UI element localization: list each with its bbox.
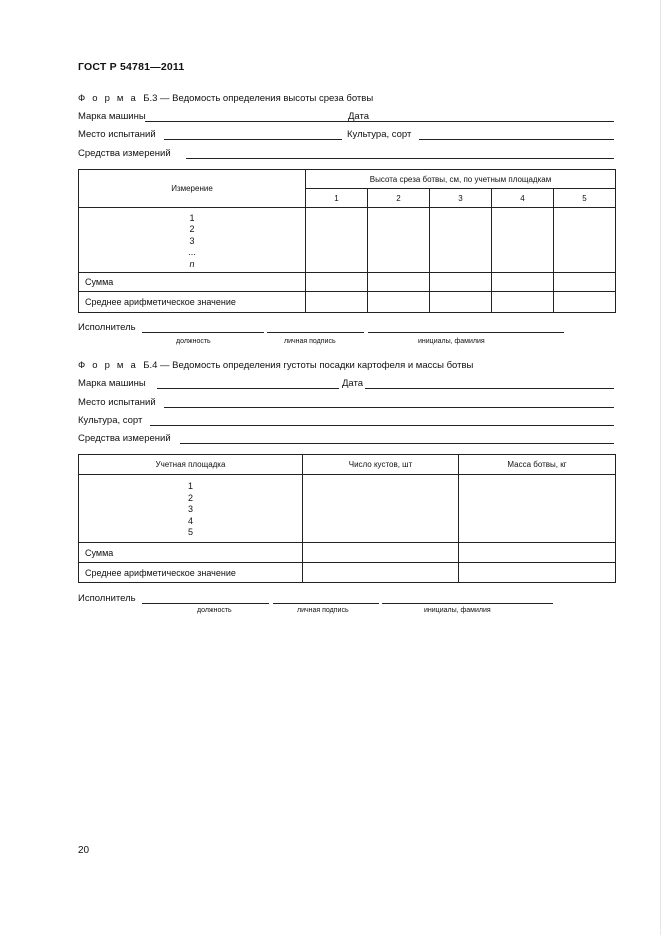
b3-cell[interactable] (492, 273, 554, 292)
form-b4-date-label: Дата (342, 378, 364, 389)
form-b3-instruments-label: Средства измерений (78, 148, 171, 159)
form-b4-instruments-row (78, 433, 618, 447)
b3-cell[interactable] (554, 292, 616, 313)
form-b4-initials-caption: инициалы, фамилия (424, 607, 491, 614)
b4-row-number: 2 (187, 492, 193, 503)
b3-cell[interactable] (554, 208, 616, 273)
b4-cell[interactable] (303, 563, 459, 583)
form-b3-title-prefix: Ф о р м а (78, 93, 138, 104)
form-b4-date-field[interactable] (365, 378, 614, 389)
b3-header-plot-4: 4 (492, 189, 554, 208)
form-b4-crop-label: Культура, сорт (78, 415, 143, 426)
b4-row-number: 1 (187, 481, 193, 492)
form-b3-table (78, 169, 616, 313)
b4-row-numbers-cell (79, 475, 303, 543)
b3-row-mean: Среднее арифметическое значение (79, 292, 306, 313)
form-b4-title (78, 360, 473, 371)
standard-number: ГОСТ Р 54781—2011 (78, 61, 185, 73)
form-b3-crop-label: Культура, сорт (347, 129, 412, 140)
b4-header-plot: Учетная площадка (79, 455, 303, 475)
form-b4-position-caption: должность (197, 607, 232, 614)
b3-cell[interactable] (430, 273, 492, 292)
form-b4-crop-row (78, 415, 618, 429)
form-b3-site-label: Место испытаний (78, 129, 156, 140)
b3-cell[interactable] (368, 292, 430, 313)
b3-row-number: 2 (189, 224, 195, 235)
form-b3-date-field[interactable] (374, 111, 614, 122)
b3-cell[interactable] (368, 273, 430, 292)
form-b3-machine-date-row (78, 111, 618, 125)
form-b3-signature-field[interactable] (267, 322, 364, 333)
b3-cell[interactable] (306, 292, 368, 313)
form-b3-machine-label: Марка машины (78, 111, 146, 122)
form-b4-machine-field[interactable] (157, 378, 339, 389)
form-b3-signature-caption: личная подпись (284, 338, 336, 345)
form-b4-executor-label: Исполнитель (78, 593, 136, 604)
b3-header-plot-3: 3 (430, 189, 492, 208)
b3-cell[interactable] (492, 208, 554, 273)
b3-row-numbers-cell (79, 208, 306, 273)
form-b3-initials-caption: инициалы, фамилия (418, 338, 485, 345)
b3-cell[interactable] (430, 292, 492, 313)
form-b3-machine-field[interactable] (145, 111, 412, 122)
form-b3-date-label: Дата (348, 111, 370, 122)
form-b4-instruments-label: Средства измерений (78, 433, 171, 444)
form-b4-signature-row (78, 593, 578, 607)
form-b4-machine-label: Марка машины (78, 378, 146, 389)
b4-row-number: 4 (187, 515, 193, 526)
form-b3-initials-field[interactable] (368, 322, 564, 333)
form-b3-position-caption: должность (176, 338, 211, 345)
b3-cell[interactable] (430, 208, 492, 273)
form-b3-site-crop-row (78, 129, 618, 143)
b4-row-sum: Сумма (79, 543, 303, 563)
form-b3-site-field[interactable] (164, 129, 342, 140)
b3-cell[interactable] (554, 273, 616, 292)
form-b4-title-prefix: Ф о р м а (78, 360, 138, 371)
b4-cell[interactable] (303, 475, 459, 543)
form-b4-site-label: Место испытаний (78, 397, 156, 408)
form-b4-crop-field[interactable] (150, 415, 614, 426)
form-b4-site-field[interactable] (164, 397, 614, 408)
form-b4-initials-field[interactable] (382, 593, 553, 604)
b3-row-number: 3 (189, 235, 195, 246)
b3-header-measurement: Измерение (79, 170, 306, 208)
form-b3-instruments-row (78, 148, 618, 162)
form-b3-signature-row (78, 322, 578, 336)
form-b3-title (78, 93, 373, 104)
b4-cell[interactable] (459, 475, 616, 543)
form-b3-instruments-field[interactable] (186, 148, 614, 159)
b4-row-mean: Среднее арифметическое значение (79, 563, 303, 583)
b3-header-plot-2: 2 (368, 189, 430, 208)
form-b3-position-field[interactable] (142, 322, 264, 333)
b4-cell[interactable] (459, 563, 616, 583)
form-b4-instruments-field[interactable] (180, 433, 614, 444)
form-b3-crop-field[interactable] (419, 129, 614, 140)
b4-header-bushes: Число кустов, шт (303, 455, 459, 475)
b3-row-number: n (189, 258, 195, 269)
b3-row-number: 1 (189, 212, 195, 223)
form-b4-table (78, 454, 616, 583)
b3-row-sum: Сумма (79, 273, 306, 292)
b3-header-height-group: Высота среза ботвы, см, по учетным площадкам (306, 170, 616, 189)
form-b4-site-row (78, 397, 618, 411)
b3-header-plot-5: 5 (554, 189, 616, 208)
b4-cell[interactable] (459, 543, 616, 563)
form-b4-title-text: Б.4 — Ведомость определения густоты посадки картофеля и массы ботвы (143, 360, 474, 371)
b4-header-mass: Масса ботвы, кг (459, 455, 616, 475)
b4-cell[interactable] (303, 543, 459, 563)
form-b3-title-text: Б.3 — Ведомость определения высоты среза ботвы (143, 93, 374, 104)
b4-row-number: 3 (187, 504, 193, 515)
form-b4-signature-caption: личная подпись (297, 607, 349, 614)
form-b4-position-field[interactable] (142, 593, 269, 604)
b3-cell[interactable] (306, 208, 368, 273)
b3-cell[interactable] (368, 208, 430, 273)
page-number: 20 (78, 845, 90, 856)
form-b4-signature-field[interactable] (273, 593, 379, 604)
form-b3-executor-label: Исполнитель (78, 322, 136, 333)
b3-cell[interactable] (306, 273, 368, 292)
b3-header-plot-1: 1 (306, 189, 368, 208)
b3-cell[interactable] (492, 292, 554, 313)
b3-row-number: ... (188, 247, 196, 258)
b4-row-number: 5 (187, 527, 193, 538)
form-b4-machine-date-row (78, 378, 618, 392)
